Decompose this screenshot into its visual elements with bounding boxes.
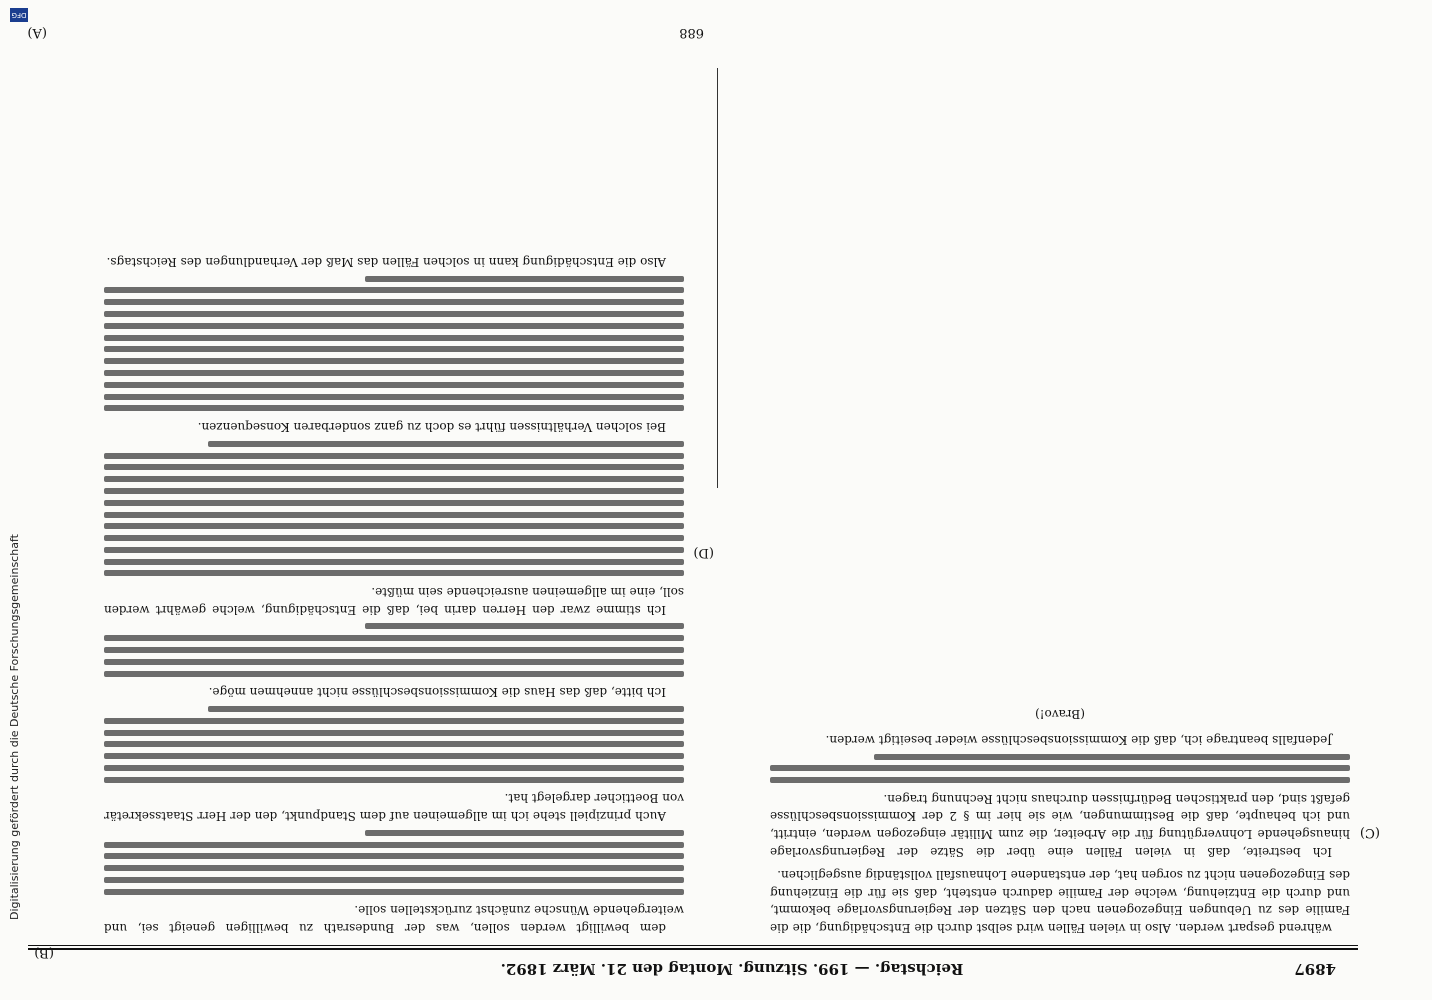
left-paragraph-2: Ich bestreite, daß in vielen Fällen eine über die Sätze der Regierungsvorlage hinausgehende Lohnvergütung für die Arbeiter, die zum Militär eingezogen werden, eintritt, und ich behaupte, daß die Bestimmungen, wie sie hier im § 2 der Kommissionsbeschlüsse gefaßt sind, den praktischen Bedürfnissen durchaus nicht Rechnung tragen. [770, 791, 1350, 859]
header-rule [28, 948, 1358, 950]
page-number-top: 4897 [1294, 960, 1336, 978]
text-line [365, 623, 684, 629]
text-line [104, 523, 684, 529]
text-line [104, 741, 684, 747]
left-column [770, 516, 1350, 936]
text-line [104, 488, 684, 494]
left-paragraph-1: während gespart werden. Also in vielen Fällen wird selbst durch die Entschädigung, die die Familie des zu Uebungen Eingezogenen nach den Sätzen der Regierungsvorlage bekommt, und durch die Entziehung, welche der Familie dadurch entsteht, daß sie für die Einziehung des Eingezogenen nicht zu sorgen hat, der entstandene Lohnausfall vollständig ausgeglichen. [770, 868, 1350, 935]
text-line [208, 441, 684, 447]
text-line [104, 777, 684, 783]
text-line [104, 571, 684, 577]
text-line [365, 830, 684, 836]
text-line [104, 753, 684, 759]
page-number-bottom: 688 [679, 25, 704, 40]
text-line [104, 394, 684, 400]
header-rule-thin [28, 945, 1358, 946]
text-line [104, 547, 684, 553]
text-line [104, 889, 684, 895]
text-line [104, 877, 684, 883]
dfg-logo: DFG [10, 8, 28, 22]
margin-marker-d: (D) [693, 545, 714, 560]
text-line [104, 718, 684, 724]
text-line [104, 659, 684, 665]
text-line [104, 476, 684, 482]
right-paragraph-3: Ich bitte, daß das Haus die Kommissionsbeschlüsse nicht annehmen möge. [208, 685, 666, 700]
text-line [104, 287, 684, 293]
text-line [104, 311, 684, 317]
margin-marker-a: (A) [27, 25, 47, 40]
text-line [104, 865, 684, 871]
text-line [104, 500, 684, 506]
text-line [104, 842, 684, 848]
applause-note: (Bravo!) [1035, 707, 1085, 722]
text-line [104, 464, 684, 470]
right-paragraph-5: Bei solchen Verhältnissen führt es doch zu ganz sonderbaren Konsequenzen. [197, 419, 666, 434]
text-line [104, 853, 684, 859]
margin-marker-b: (B) [34, 945, 54, 960]
text-line [104, 559, 684, 565]
text-line [104, 512, 684, 518]
text-line [365, 276, 684, 282]
text-line [104, 335, 684, 341]
running-header: Reichstag. — 199. Sitzung. Montag den 21. März 1892. [500, 960, 964, 978]
text-line [104, 535, 684, 541]
right-paragraph-2: Auch prinzipiell stehe ich im allgemeinen auf dem Standpunkt, den der Herr Staatssekretär von Boetticher dargelegt hat. [104, 791, 684, 824]
text-line [104, 299, 684, 305]
text-line [770, 777, 1350, 783]
right-column [104, 66, 684, 936]
right-paragraph-1: dem bewilligt werden sollen, was der Bundesrath zu bewilligen geneigt sei, und weitergehende Wünsche zunächst zurückstellen solle. [104, 903, 684, 935]
text-line [104, 346, 684, 352]
right-paragraph-6: Also die Entschädigung kann in solchen Fällen das Maß der Verhandlungen des Reichstags. [106, 254, 666, 269]
left-paragraph-3: Jedenfalls beantrage ich, daß die Kommissionsbeschlüsse wieder beseitigt werden. [825, 732, 1332, 747]
text-line [770, 765, 1350, 771]
text-line [104, 370, 684, 376]
text-line [104, 382, 684, 388]
text-line [104, 671, 684, 677]
right-paragraph-4: Ich stimme zwar den Herren darin bei, daß die Entschädigung, welche gewährt werden soll, eine im allgemeinen ausreichende sein müßte. [104, 585, 684, 617]
digitization-credit: Digitalisierung gefördert durch die Deutsche Forschungsgemeinschaft [8, 534, 21, 920]
text-line [208, 706, 684, 712]
text-line [874, 754, 1350, 760]
text-line [104, 405, 684, 411]
text-line [104, 730, 684, 736]
text-line [104, 765, 684, 771]
margin-marker-c: (C) [1359, 825, 1380, 840]
text-line [104, 323, 684, 329]
text-line [104, 647, 684, 653]
column-divider [717, 68, 718, 488]
text-line [104, 635, 684, 641]
text-line [104, 453, 684, 459]
text-line [104, 358, 684, 364]
